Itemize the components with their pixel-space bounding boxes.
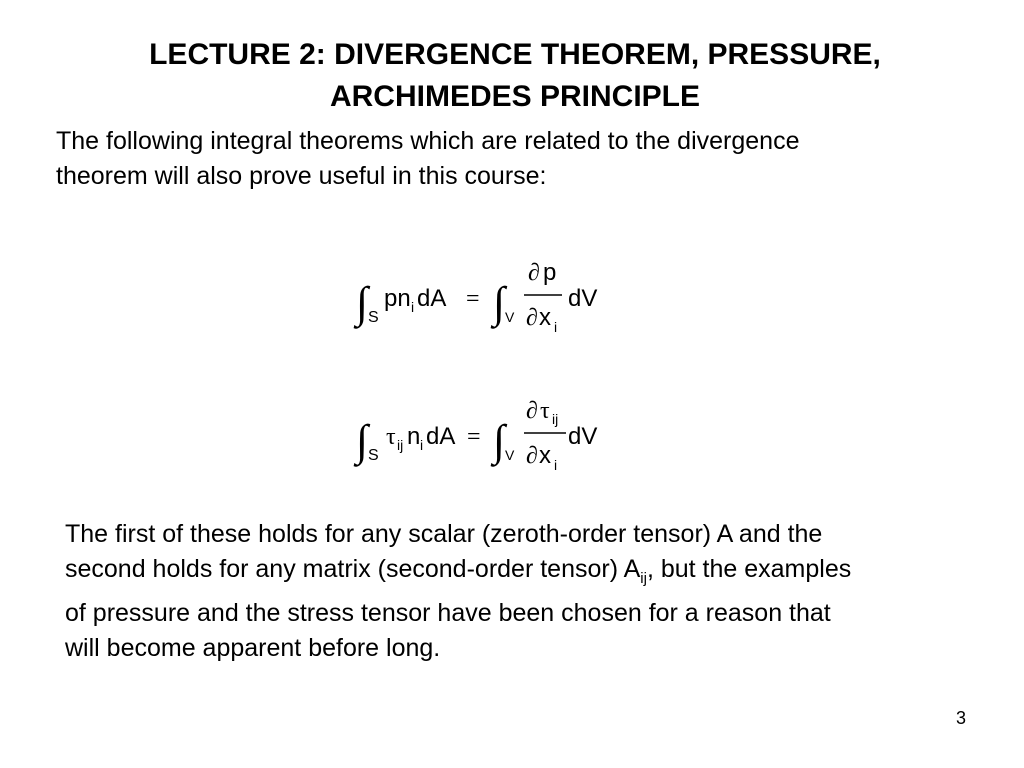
outro-line-4: will become apparent before long. — [65, 633, 441, 662]
integral-sign-volume: ∫ — [493, 278, 506, 327]
stress-index-subscript: ij — [397, 437, 404, 453]
volume-domain-label: V — [505, 309, 515, 325]
pressure-normal-term: pn — [384, 285, 411, 312]
stress-tensor-symbol: τ — [386, 424, 396, 450]
equation-pressure-divergence — [300, 255, 700, 345]
intro-line-1: The following integral theorems which are related to the divergence — [56, 127, 800, 155]
partial-denominator-symbol: ∂ — [526, 443, 538, 469]
area-element: dA — [426, 423, 456, 450]
slide-title — [60, 34, 970, 118]
normal-vector: n — [407, 423, 421, 450]
integral-sign-volume: ∫ — [493, 416, 506, 465]
matrix-index-subscript: ij — [640, 569, 647, 587]
outro-line-2-end: , but the examples — [646, 554, 852, 583]
equals-sign: = — [466, 286, 480, 312]
numerator-pressure: p — [543, 259, 557, 286]
surface-domain-label: S — [368, 447, 379, 464]
partial-denominator-symbol: ∂ — [526, 305, 538, 331]
partial-numerator-symbol: ∂ — [526, 398, 538, 424]
outro-paragraph — [65, 517, 970, 665]
intro-line-2: theorem will also prove useful in this course: — [56, 161, 547, 190]
intro-paragraph — [56, 124, 956, 193]
denominator-index-subscript: i — [554, 457, 558, 473]
slide-title-line-1: LECTURE 2: DIVERGENCE THEOREM, PRESSURE, — [149, 38, 881, 71]
equation-stress-divergence — [300, 393, 700, 483]
volume-element: dV — [568, 285, 598, 312]
equals-sign: = — [467, 424, 481, 450]
volume-element: dV — [568, 423, 598, 450]
outro-line-3: of pressure and the stress tensor have been chosen for a reason that — [65, 599, 831, 627]
denominator-coordinate: x — [539, 442, 551, 469]
slide-page-number: 3 — [955, 708, 966, 728]
integral-sign-surface: ∫ — [356, 278, 369, 327]
normal-index-subscript: i — [420, 437, 424, 453]
normal-index-subscript: i — [411, 299, 415, 315]
integral-sign-surface: ∫ — [356, 416, 369, 465]
surface-domain-label: S — [368, 309, 379, 326]
partial-numerator-symbol: ∂ — [528, 260, 540, 286]
denominator-index-subscript: i — [554, 319, 558, 335]
outro-line-2-start: second holds for any matrix (second-order tensor) A — [65, 554, 641, 583]
outro-line-1: The first of these holds for any scalar (zeroth-order tensor) A and the — [65, 520, 823, 548]
volume-domain-label: V — [505, 447, 515, 463]
denominator-coordinate: x — [539, 304, 551, 331]
numerator-index-subscript: ij — [552, 411, 559, 427]
slide-title-line-2: ARCHIMEDES PRINCIPLE — [329, 80, 701, 113]
area-element: dA — [417, 285, 447, 312]
numerator-stress-symbol: τ — [540, 398, 550, 424]
